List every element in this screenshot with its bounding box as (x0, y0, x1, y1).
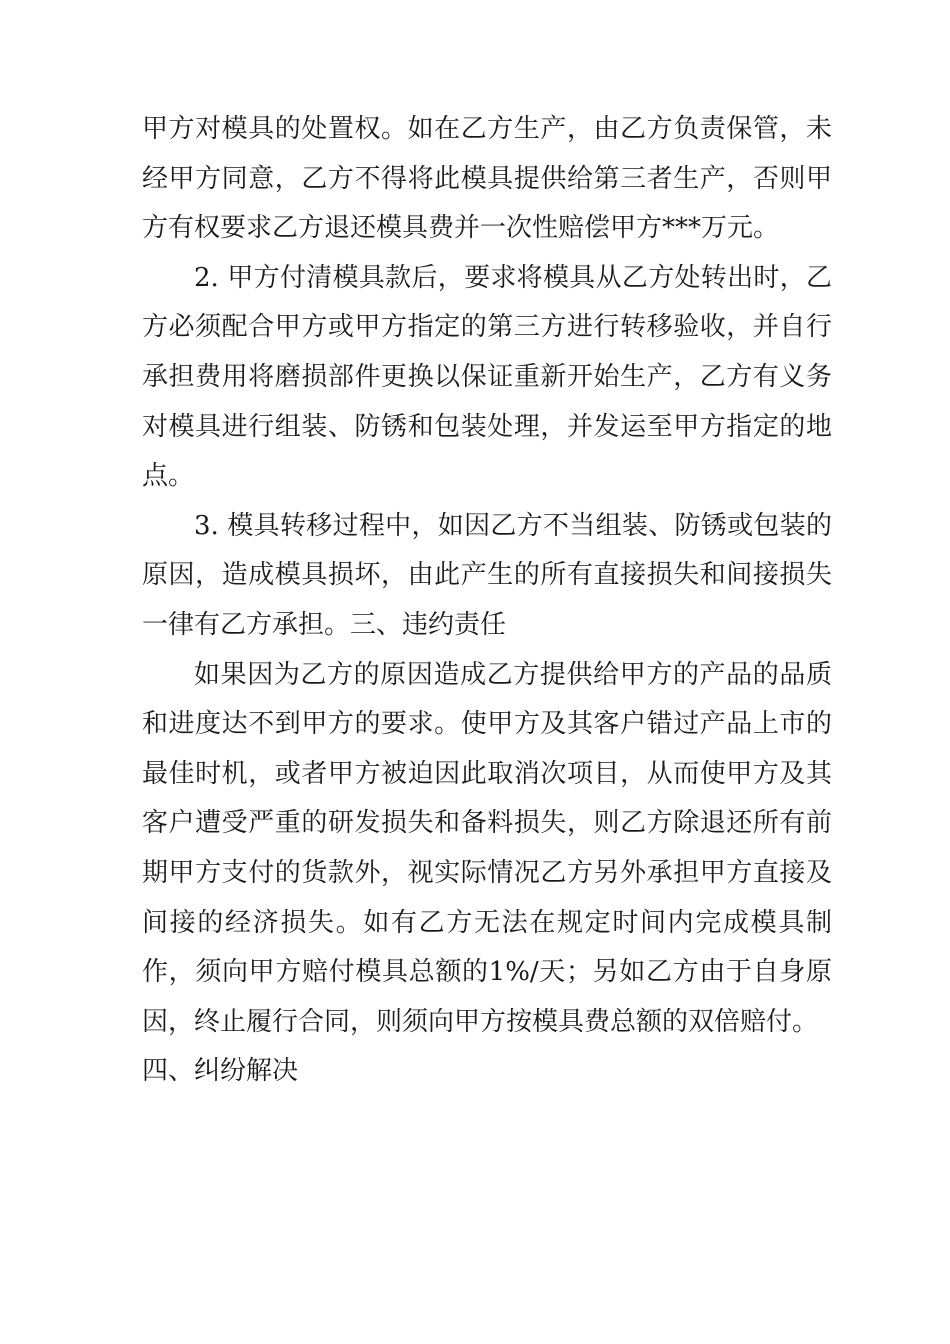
paragraph-clause-3: 3. 模具转移过程中，如因乙方不当组装、防锈或包装的原因，造成模具损坏，由此产生的所有直接损失和间接损失一律有乙方承担。三、违约责任 (142, 510, 832, 640)
paragraph-breach-liability: 如果因为乙方的原因造成乙方提供给甲方的产品的品质和进度达不到甲方的要求。使甲方及其客户错过产品上市的最佳时机，或者甲方被迫因此取消次项目，从而使甲方及其客户遭受严重的研发损失和备料损失，则乙方除退还所有前期甲方支付的货款外，视实际情况乙方另外承担甲方直接及间接的经济损失。如有乙方无法在规定时间内完成模具制作，须向甲方赔付模具总额的1%/天；另如乙方由于自身原因，终止履行合同，则须向甲方按模具费总额的双倍赔付。 (142, 659, 832, 1037)
paragraph-clause-2: 2. 甲方付清模具款后，要求将模具从乙方处转出时，乙方必须配合甲方或甲方指定的第三方进行转移验收，并自行承担费用将磨损部件更换以保证重新开始生产，乙方有义务对模具进行组装、防锈和包装处理，并发运至甲方指定的地点。 (142, 262, 832, 492)
section-heading-dispute-resolution: 四、纠纷解决 (142, 1056, 299, 1087)
paragraph-mold-disposal: 甲方对模具的处置权。如在乙方生产，由乙方负责保管，未经甲方同意，乙方不得将此模具提供给第三者生产，否则甲方有权要求乙方退还模具费并一次性赔偿甲方***万元。 (142, 114, 832, 244)
document-body (142, 105, 832, 1097)
